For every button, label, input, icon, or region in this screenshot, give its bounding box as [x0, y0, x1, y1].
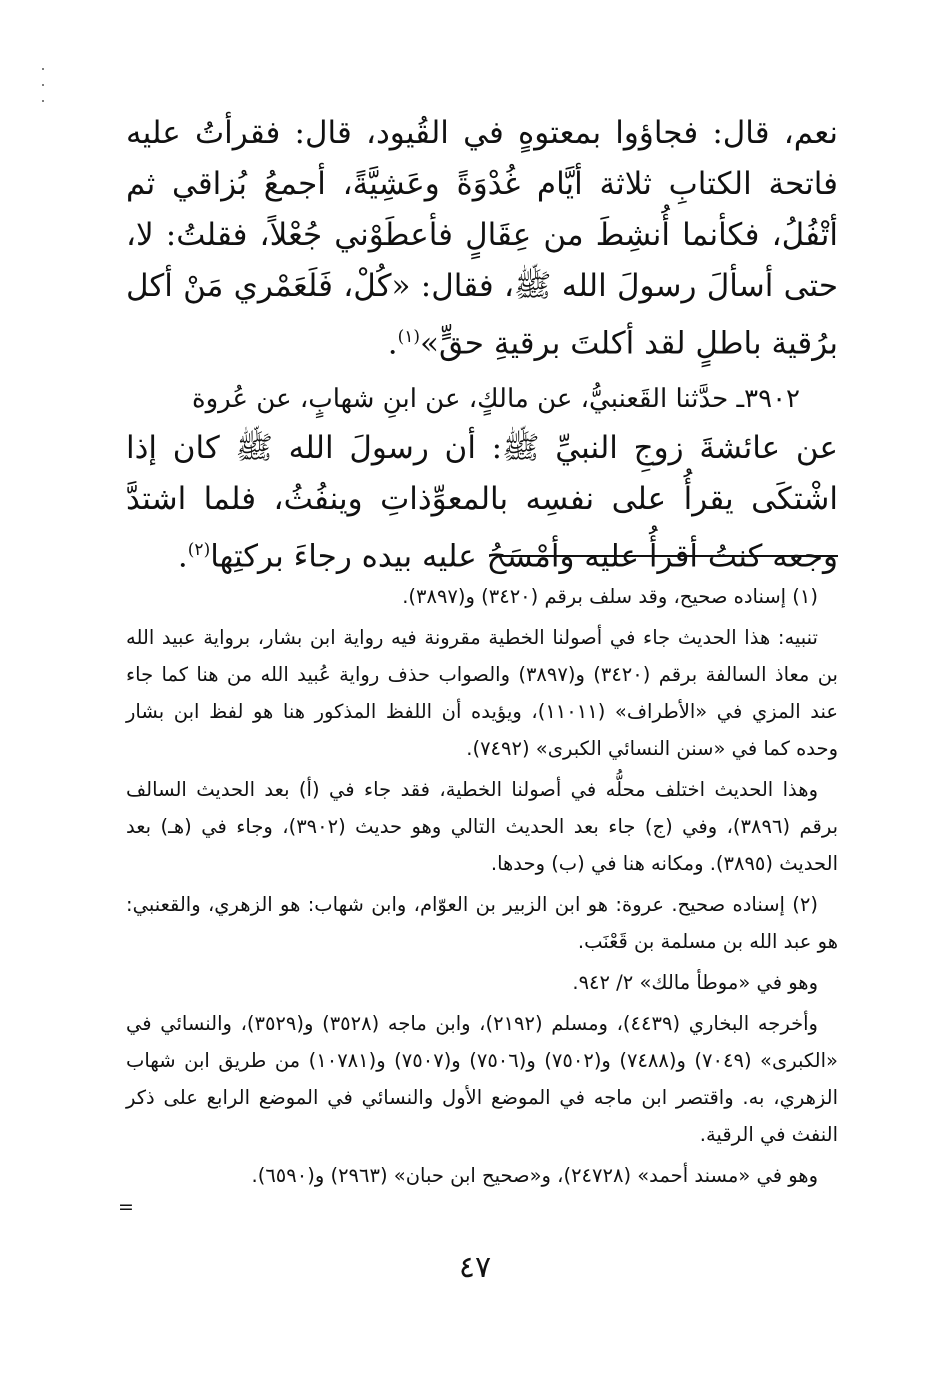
- footnote-ref-1: (١): [397, 327, 420, 347]
- footnote-divider: [498, 555, 838, 557]
- page-number: ٤٧: [458, 1250, 492, 1285]
- main-text: [126, 108, 838, 583]
- main-paragraph-2: [126, 423, 838, 582]
- margin-dots: [36, 62, 50, 122]
- footnote-2: (٢) إسناده صحيح. عروة: هو ابن الزبير بن العوّام، وابن شهاب: هو الزهري، والقعنبي: هو عبد الله بن مسلمة بن قَعْنَب.: [126, 893, 838, 953]
- footnote-2-takhrij: وأخرجه البخاري (٤٤٣٩)، ومسلم (٢١٩٢)، وابن ماجه (٣٥٢٨) و(٣٥٢٩)، والنسائي في «الكبرى» (٧٠٤٩) و(٧٤٨٨) و(٧٥٠٢) و(٧٥٠٦) و(٧٥٠٧) و(١٠٧٨١) من طريق ابن شهاب الزهري، به. واقتصر ابن ماجه في الموضع الأول والنسائي في الموضع الرابع على ذكر النفث في الرقية.: [126, 1012, 838, 1146]
- footnote-2-musnad: وهو في «مسند أحمد» (٢٤٧٢٨)، و«صحيح ابن حبان» (٢٩٦٣) و(٦٥٩٠).: [251, 1164, 818, 1187]
- paragraph-2-end: .: [177, 538, 188, 575]
- paragraph-2-text: عن عائشةَ زوجِ النبيِّ ﷺ: أن رسولَ الله ﷺ كان إذا اشْتكَى يقرأُ على نفسِه بالمعوِّذاتِ وينفُثُ، فلما اشتدَّ وجعه كنتُ أقرأُ عليه وأمْسَحُ عليه بيده رجاءَ بركتِها: [126, 430, 838, 575]
- main-paragraph-1: [126, 108, 838, 369]
- hadith-header: ٣٩٠٢ـ حدَّثنا القَعنبيُّ، عن مالكٍ، عن ابنِ شهابٍ، عن عُروة: [191, 384, 800, 415]
- footnote-1: (١) إسناده صحيح، وقد سلف برقم (٣٤٢٠) و(٣٨٩٧).: [402, 585, 818, 608]
- continuation-mark: =: [118, 1196, 134, 1218]
- footnote-ref-2: (٢): [187, 540, 211, 561]
- footnotes: [126, 578, 838, 1198]
- paragraph-1-text: نعم، قال: فجاؤوا بمعتوهٍ في القُيود، قال: فقرأتُ عليه فاتحة الكتابِ ثلاثة أيَّام غُدْوَةً وعَشِيَّةً، أجمعُ بُزاقي ثم أتْفُلُ، فكأنما أُنشِطَ من عِقَالٍ فأعطَوْني جُعْلاً، فقلتُ: لا، حتى أسألَ رسولَ الله ﷺ، فقال: «كُلْ، فَلَعَمْري مَنْ أكل برُقية باطلٍ لقد أكلتَ برقيةِ حقٍّ»: [126, 115, 838, 362]
- footnote-2-muwatta: وهو في «موطأ مالك» ٢/ ٩٤٢.: [572, 971, 818, 994]
- footnote-1-placement: وهذا الحديث اختلف محلُّه في أصولنا الخطية، فقد جاء في (أ) بعد الحديث السالف برقم (٣٨٩٦)، وفي (ج) جاء بعد الحديث التالي وهو حديث (٣٩٠٢)، وجاء في (هـ) بعد الحديث (٣٨٩٥). ومكانه هنا في (ب) وحدها.: [126, 778, 839, 875]
- paragraph-1-end: .: [387, 325, 398, 362]
- footnote-1-note: تنبيه: هذا الحديث جاء في أصولنا الخطية مقرونة فيه رواية ابن بشار، برواية عبيد الله بن معاذ السالفة برقم (٣٤٢٠) و(٣٨٩٧) والصواب حذف رواية عُبيد الله من هنا كما جاء عند المزي في «الأطراف» (١١٠١١)، ويؤيده أن اللفظ المذكور هنا هو لفظ ابن بشار وحده كما في «سنن النسائي الكبرى» (٧٤٩٢).: [126, 626, 838, 760]
